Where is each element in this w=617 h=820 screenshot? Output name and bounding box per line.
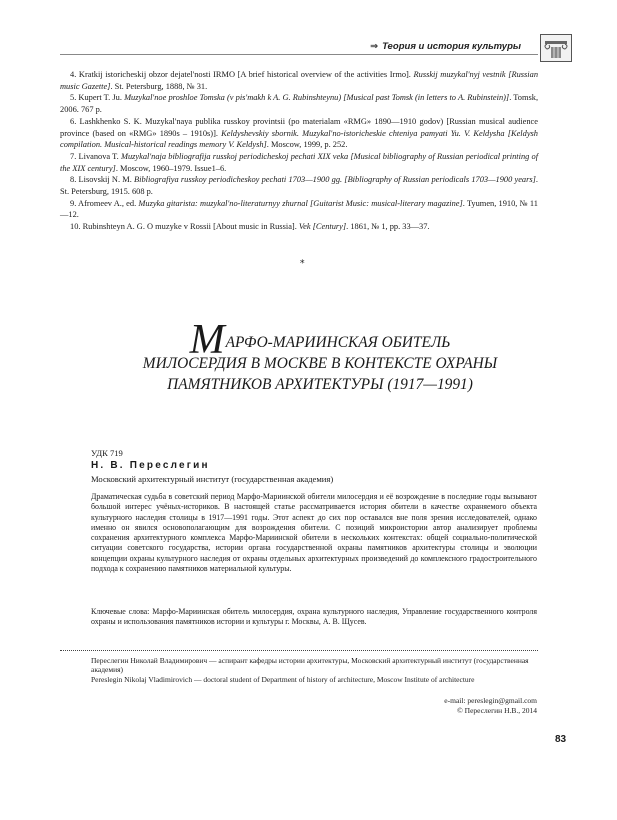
ref-number: 7.	[70, 151, 77, 161]
ref-text: Lisovskij N. M.	[78, 175, 132, 185]
ref-number: 4.	[70, 70, 77, 79]
ref-title: Muzyka gitarista: muzykal'no-literaturnyy zhurnal [Guitarist Music: musical-literary magazine]	[138, 198, 463, 208]
footnote-en: Pereslegin Nikolaj Vladimirovich — doctoral student of Department of history of architecture, Moscow Institute of architecture	[91, 674, 475, 684]
footnote-divider	[60, 650, 538, 651]
section-title-text: Теория и история культуры	[382, 41, 521, 52]
ref-number: 9.	[70, 198, 77, 208]
article-title	[110, 317, 530, 395]
ref-title: Keldyshevskiy sbornik. Muzykal'no-istoricheskie chteniya pamyati Yu. V. Keldysha [Keldysh compilation. Musical-historical readings memory V. Keldysh]	[60, 128, 538, 150]
ref-text: . Tyumen, 1910, № 11—12.	[60, 198, 538, 220]
ref-number: 8.	[70, 175, 77, 185]
footnote-contacts	[444, 696, 537, 715]
ref-text: Rubinshteyn A. G. O muzyke v Rossii [About music in Russia].	[82, 222, 297, 232]
author-footnote	[91, 656, 537, 684]
reference-item	[60, 174, 538, 197]
reference-item	[60, 221, 538, 233]
reference-item	[60, 151, 538, 174]
title-line-3: ПАМЯТНИКОВ АРХИТЕКТУРЫ (1917—1991)	[167, 376, 473, 393]
page-number: 83	[555, 734, 567, 745]
ref-text: Livanova T.	[78, 151, 119, 161]
reference-list	[60, 69, 538, 233]
footnote-ru: Переслегин Николай Владимирович — аспирант кафедры истории архитектуры, Московский архитектурный институт (государственная академия)	[91, 656, 529, 675]
ref-text: . St. Petersburg, 1915. 608 p.	[60, 175, 538, 197]
ref-text: Kupert T. Ju.	[78, 93, 122, 103]
section-separator: ⁎	[300, 255, 305, 265]
arrow-icon: ⇒	[370, 41, 379, 52]
ref-text: . St. Petersburg, 1888, № 31.	[110, 81, 208, 91]
ref-text: . 1861, № 1, pp. 33—37.	[346, 222, 430, 232]
author-affiliation: Московский архитектурный институт (государственная академия)	[91, 474, 334, 484]
ref-title: Vek [Century]	[298, 222, 347, 232]
reference-item	[60, 198, 538, 221]
ref-text: . Tomsk, 2006. 767 p.	[60, 93, 539, 115]
reference-item	[60, 116, 538, 151]
column-capital-icon	[541, 35, 571, 61]
title-initial: М	[189, 317, 225, 363]
ref-text: . Moscow, 1960–1979. Issue1–6.	[115, 163, 227, 173]
ref-text: Kratkij istoricheskij obzor dejatel'nosti IRMO [A brief historical overview of the activities Irmo].	[78, 70, 411, 79]
ref-title: Muzykal'naja bibliografija russkoj periodicheskoj pechati XIX veka [Musical bibliography of Russian periodical printing of the XIX century]	[60, 151, 539, 173]
author-name: Н. В. Переслегин	[91, 460, 210, 471]
reference-item	[60, 92, 538, 115]
copyright: © Переслегин Н.В., 2014	[457, 705, 537, 715]
email[interactable]: e-mail: pereslegin@gmail.com	[444, 696, 537, 705]
column-logo	[540, 34, 572, 62]
ref-title: Russkij muzykal'nyj vestnik [Russian music Gazette]	[60, 70, 539, 91]
abstract: Драматическая судьба в советский период Марфо-Мариинской обители милосердия и её возрождение в последние годы вызывают большой интерес учёных-историков. В настоящей статье рассматривается история обители в качестве охраняемого объекта культурного наследия столицы в 1917—1991 годы. Этот аспект до сих пор оставался вне поля зрения исследователей, однако именно он явился основополагающим для возрождения обители. С позиций микроистории автор анализирует проблемы сохранения архитектурного комплекса Марфо-Мариинской обители в нескольких контекстах: общей социально-политической ситуации советского государства, истории органа государственной охраны памятников архитектуры столицы и эволюции концепции охраны культурного наследия от охраны отдельных архитектурных произведений до комплексного градостроительного подхода к сохранению памятников материальной культуры.	[91, 492, 537, 574]
keywords: Ключевые слова: Марфо-Мариинская обитель милосердия, охрана культурного наследия, Управление государственного контроля охраны и использования памятников истории и культуры г. Москвы, А. В. Щусев.	[91, 607, 537, 627]
title-line-1: АРФО-МАРИИНСКАЯ ОБИТЕЛЬ	[225, 334, 451, 351]
ref-text: . Moscow, 1999, p. 252.	[266, 140, 348, 150]
ref-title: Muzykal'noe proshloe Tomska (v pis'makh k A. G. Rubinshteynu) [Musical past Tomsk (in letters to A. Rubinstein)]	[124, 93, 510, 103]
ref-text: Afromeev A., ed.	[78, 198, 137, 208]
title-line-2: МИЛОСЕРДИЯ В МОСКВЕ В КОНТЕКСТЕ ОХРАНЫ	[142, 355, 498, 372]
section-title	[370, 41, 521, 52]
ref-number: 5.	[70, 93, 77, 103]
reference-item	[60, 69, 538, 92]
ref-number: 10.	[70, 222, 81, 232]
udk-code: УДК 719	[91, 448, 123, 458]
ref-title: Bibliografiya russkoy periodicheskoy pechati 1703—1900 gg. [Bibliography of Russian periodicals 1703—1900 years]	[134, 175, 536, 185]
ref-text: Lashkhenko S. K. Muzykal'naya publika russkoy provintsii (po materialam «RMG» 1890—1910 godov) [Russian musical audience province (based on «RMG» 1890s – 1910s)].	[60, 116, 538, 138]
ref-number: 6.	[70, 116, 77, 126]
